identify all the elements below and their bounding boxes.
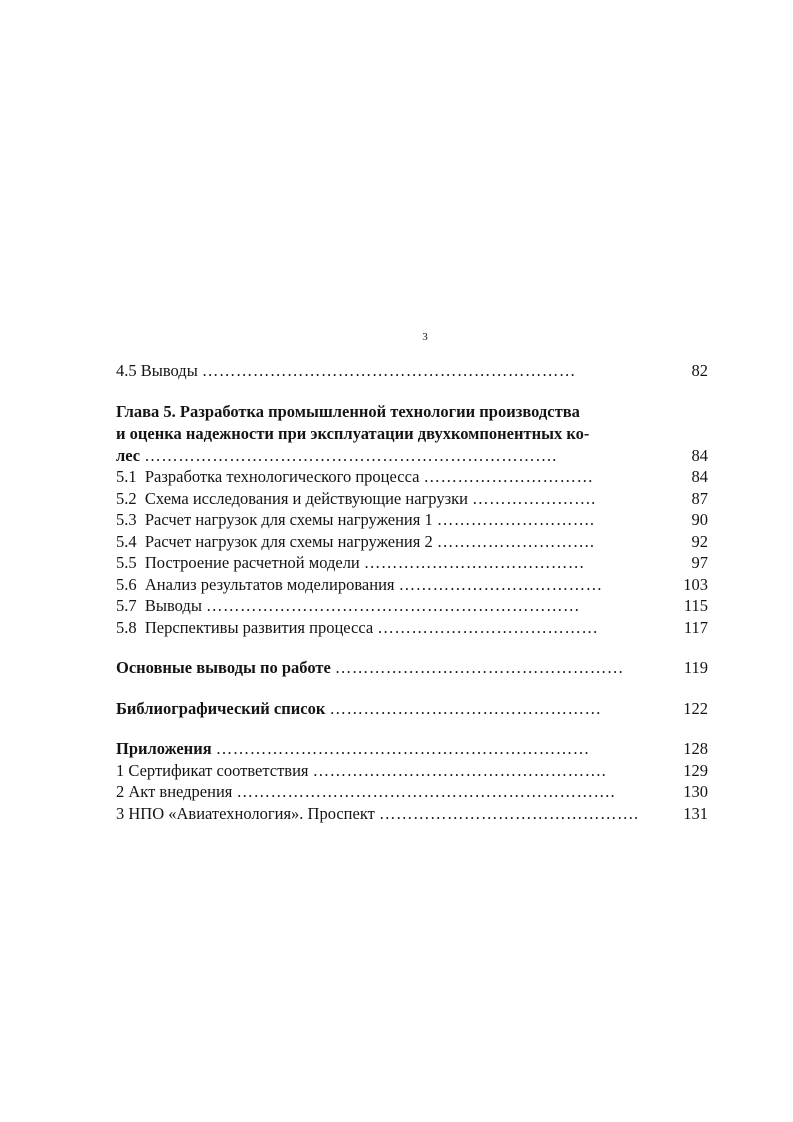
chapter-5-heading — [116, 401, 710, 467]
toc-page-number: 131 — [683, 803, 708, 823]
toc-dot-leader: ………………………………… — [363, 553, 585, 572]
toc-entry-title: Выводы — [140, 361, 198, 380]
toc-entry-number: 5.1 — [116, 467, 137, 486]
toc-page-number: 119 — [683, 658, 708, 677]
toc-dot-leader: …………………………………………………………. — [236, 782, 616, 801]
toc-entry-title: Разработка технологического процесса — [144, 467, 420, 486]
toc-entry-title: Библиографический список — [116, 698, 326, 718]
toc-entry-number: 5.6 — [116, 574, 137, 594]
toc-page-number: 122 — [683, 698, 708, 718]
toc-dot-leader: …………………………………………… — [334, 658, 624, 677]
toc-dot-leader: ………………………. — [436, 531, 595, 551]
chapter-5-sections — [116, 466, 710, 638]
toc-entry-title: Приложения — [116, 739, 212, 758]
toc-entry-number: 5.5 — [116, 553, 137, 572]
toc-entry-title: Схема исследования и действующие нагрузки — [144, 488, 468, 508]
toc-dot-leader: ………………………. — [436, 510, 595, 529]
toc-page-number: 84 — [691, 467, 708, 486]
toc-page-number: 90 — [691, 510, 708, 529]
chapter-5-title-line-2: и оценка надежности при эксплуатации двухкомпонентных ко- — [116, 423, 590, 443]
toc-entry-5-5 — [116, 552, 710, 574]
toc-entry-number: 5.4 — [116, 531, 137, 551]
toc-entry-number: 5.8 — [116, 617, 137, 637]
toc-entry-title: 3 НПО «Авиатехнология». Проспект — [116, 803, 375, 823]
chapter-5-title-line-3 — [116, 445, 710, 467]
toc-dot-leader: ………………………… — [423, 467, 594, 486]
toc-entry-5-2 — [116, 488, 710, 510]
toc-entry-number: 5.7 — [116, 596, 137, 615]
toc-dot-leader: ………………………………………………………… — [206, 596, 581, 615]
toc-entry-title: Выводы — [144, 596, 202, 615]
toc-page-number: 87 — [691, 488, 708, 508]
toc-entry-title: 2 Акт внедрения — [116, 782, 233, 801]
table-of-contents — [116, 360, 710, 824]
toc-entry-title: Анализ результатов моделирования — [144, 574, 395, 594]
toc-entry-appendix-1 — [116, 760, 710, 782]
toc-dot-leader: ……………………………………………. — [312, 760, 607, 780]
toc-entry-appendix-2 — [116, 781, 710, 803]
toc-dot-leader: ………………………………………………………… — [215, 739, 590, 758]
toc-entry-title: Расчет нагрузок для схемы нагружения 2 — [144, 531, 433, 551]
toc-entry-5-1 — [116, 466, 710, 488]
toc-entry-title: Основные выводы по работе — [116, 658, 331, 677]
toc-entry-4-5 — [116, 360, 710, 382]
toc-dot-leader: …………………. — [472, 488, 596, 508]
toc-dot-leader: ………………………………………………………… — [201, 361, 576, 380]
toc-dot-leader: ………………………………………………………………. — [144, 445, 557, 465]
toc-entry-appendix-3 — [116, 803, 710, 825]
toc-entry-5-3 — [116, 509, 710, 531]
toc-entry-appendices — [116, 738, 710, 760]
toc-page-number: 103 — [683, 574, 708, 594]
toc-dot-leader: ………………………………………. — [378, 803, 639, 823]
toc-entry-title: лес — [116, 445, 141, 465]
toc-page-number: 129 — [683, 760, 708, 780]
toc-dot-leader: ……………………………… — [398, 574, 603, 594]
chapter-5-title-line-1: Глава 5. Разработка промышленной технологии производства — [116, 401, 580, 421]
toc-entry-title: Расчет нагрузок для схемы нагружения 1 — [144, 510, 433, 529]
toc-entry-title: Перспективы развития процесса — [144, 617, 374, 637]
toc-entry-5-7 — [116, 595, 710, 617]
toc-entry-number: 5.2 — [116, 488, 137, 508]
toc-entry-bibliography — [116, 698, 710, 720]
toc-entry-title: Построение расчетной модели — [144, 553, 360, 572]
toc-entry-5-8 — [116, 617, 710, 639]
toc-page-number: 82 — [691, 361, 708, 380]
toc-entry-5-6 — [116, 574, 710, 596]
toc-entry-number: 4.5 — [116, 361, 137, 380]
toc-page-number: 92 — [691, 531, 708, 551]
toc-page-number: 130 — [683, 782, 708, 801]
toc-entry-number: 5.3 — [116, 510, 137, 529]
toc-page-number: 97 — [691, 553, 708, 572]
toc-entry-title: 1 Сертификат соответствия — [116, 760, 309, 780]
toc-page-number: 84 — [691, 445, 708, 465]
toc-page-number: 128 — [683, 739, 708, 758]
toc-page-number: 117 — [683, 617, 708, 637]
toc-page-number: 115 — [683, 596, 708, 615]
toc-entry-conclusions — [116, 657, 710, 679]
toc-entry-5-4 — [116, 531, 710, 553]
toc-dot-leader: ………………………………………… — [329, 698, 602, 718]
page-number: 3 — [422, 331, 428, 343]
toc-dot-leader: ………………………………… — [377, 617, 599, 637]
